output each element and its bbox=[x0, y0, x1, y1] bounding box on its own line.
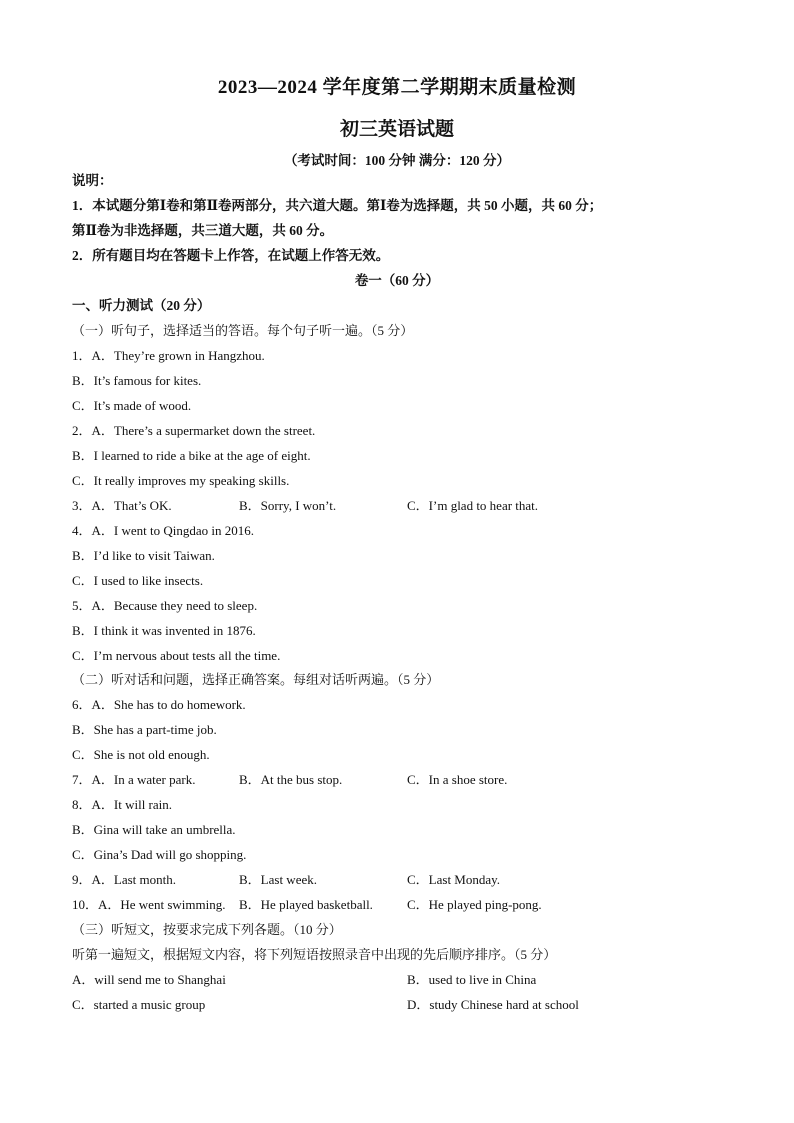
question-7-option-a: 7．A．In a water park. bbox=[72, 772, 196, 787]
question-2-option-b: B．I learned to ride a bike at the age of eight. bbox=[72, 448, 311, 463]
question-10-option-c: C．He played ping-pong. bbox=[407, 897, 542, 912]
question-9-option-a: 9．A．Last month. bbox=[72, 872, 176, 887]
ordering-row-1 bbox=[72, 971, 732, 989]
question-9-row bbox=[72, 871, 732, 889]
question-4-option-a: 4．A．I went to Qingdao in 2016. bbox=[72, 523, 254, 538]
question-5-option-c: C．I’m nervous about tests all the time. bbox=[72, 648, 281, 663]
question-7-option-c: C．In a shoe store. bbox=[407, 772, 508, 787]
question-3-option-c: C．I’m glad to hear that. bbox=[407, 498, 539, 513]
part-1-instruction: （一）听句子，选择适当的答语。每个句子听一遍。（5 分） bbox=[72, 323, 414, 338]
question-7-row bbox=[72, 771, 732, 789]
section-heading-listening: 一、听力测试（20 分） bbox=[72, 298, 211, 313]
instructions-line-2: 第Ⅱ卷为非选择题，共三道大题，共 60 分。 bbox=[72, 223, 334, 238]
question-7-option-b: B．At the bus stop. bbox=[239, 772, 343, 787]
part-3-ordering-instruction: 听第一遍短文，根据短文内容，将下列短语按照录音中出现的先后顺序排序。（5 分） bbox=[72, 947, 557, 962]
ordering-option-a: A．will send me to Shanghai bbox=[72, 972, 226, 987]
ordering-option-c: C．started a music group bbox=[72, 997, 206, 1012]
part-2-instruction: （二）听对话和问题，选择正确答案。每组对话听两遍。（5 分） bbox=[72, 672, 440, 687]
question-4-option-c: C．I used to like insects. bbox=[72, 573, 204, 588]
question-6-option-a: 6．A．She has to do homework. bbox=[72, 697, 246, 712]
question-3-option-b: B．Sorry, I won’t. bbox=[239, 498, 337, 513]
question-1-option-c: C．It’s made of wood. bbox=[72, 398, 192, 413]
question-5-option-a: 5．A．Because they need to sleep. bbox=[72, 598, 258, 613]
question-9-option-c: C．Last Monday. bbox=[407, 872, 501, 887]
part-3-instruction: （三）听短文，按要求完成下列各题。（10 分） bbox=[72, 922, 342, 937]
ordering-row-2 bbox=[72, 996, 732, 1014]
question-8-option-a: 8．A．It will rain. bbox=[72, 797, 173, 812]
instructions-line-3: 2．所有题目均在答题卡上作答，在试题上作答无效。 bbox=[72, 248, 390, 263]
volume-heading: 卷一（60 分） bbox=[354, 273, 440, 288]
question-10-row bbox=[72, 896, 732, 914]
question-2-option-c: C．It really improves my speaking skills. bbox=[72, 473, 290, 488]
question-10-option-a: 10．A．He went swimming. bbox=[72, 897, 226, 912]
time-and-score-note: （考试时间：100 分钟 满分：120 分） bbox=[283, 153, 511, 168]
page-title: 2023—2024 学年度第二学期期末质量检测 bbox=[217, 77, 577, 98]
question-3-row bbox=[72, 497, 732, 515]
question-1-option-b: B．It’s famous for kites. bbox=[72, 373, 202, 388]
question-2-option-a: 2．A．There’s a supermarket down the street. bbox=[72, 423, 316, 438]
question-10-option-b: B．He played basketball. bbox=[239, 897, 373, 912]
instructions-line-1: 1．本试题分第Ⅰ卷和第Ⅱ卷两部分，共六道大题。第Ⅰ卷为选择题，共 50 小题，共 60 分； bbox=[72, 198, 603, 213]
question-5-option-b: B．I think it was invented in 1876. bbox=[72, 623, 256, 638]
question-6-option-c: C．She is not old enough. bbox=[72, 747, 210, 762]
question-8-option-b: B．Gina will take an umbrella. bbox=[72, 822, 236, 837]
question-8-option-c: C．Gina’s Dad will go shopping. bbox=[72, 847, 247, 862]
exam-subtitle: 初三英语试题 bbox=[339, 119, 454, 140]
question-6-option-b: B．She has a part-time job. bbox=[72, 722, 217, 737]
question-4-option-b: B．I’d like to visit Taiwan. bbox=[72, 548, 215, 563]
question-9-option-b: B．Last week. bbox=[239, 872, 317, 887]
question-1-option-a: 1．A．They’re grown in Hangzhou. bbox=[72, 348, 265, 363]
question-3-option-a: 3．A．That’s OK. bbox=[72, 498, 172, 513]
instructions-label: 说明： bbox=[72, 173, 113, 188]
ordering-option-d: D．study Chinese hard at school bbox=[407, 997, 579, 1012]
ordering-option-b: B．used to live in China bbox=[407, 972, 537, 987]
